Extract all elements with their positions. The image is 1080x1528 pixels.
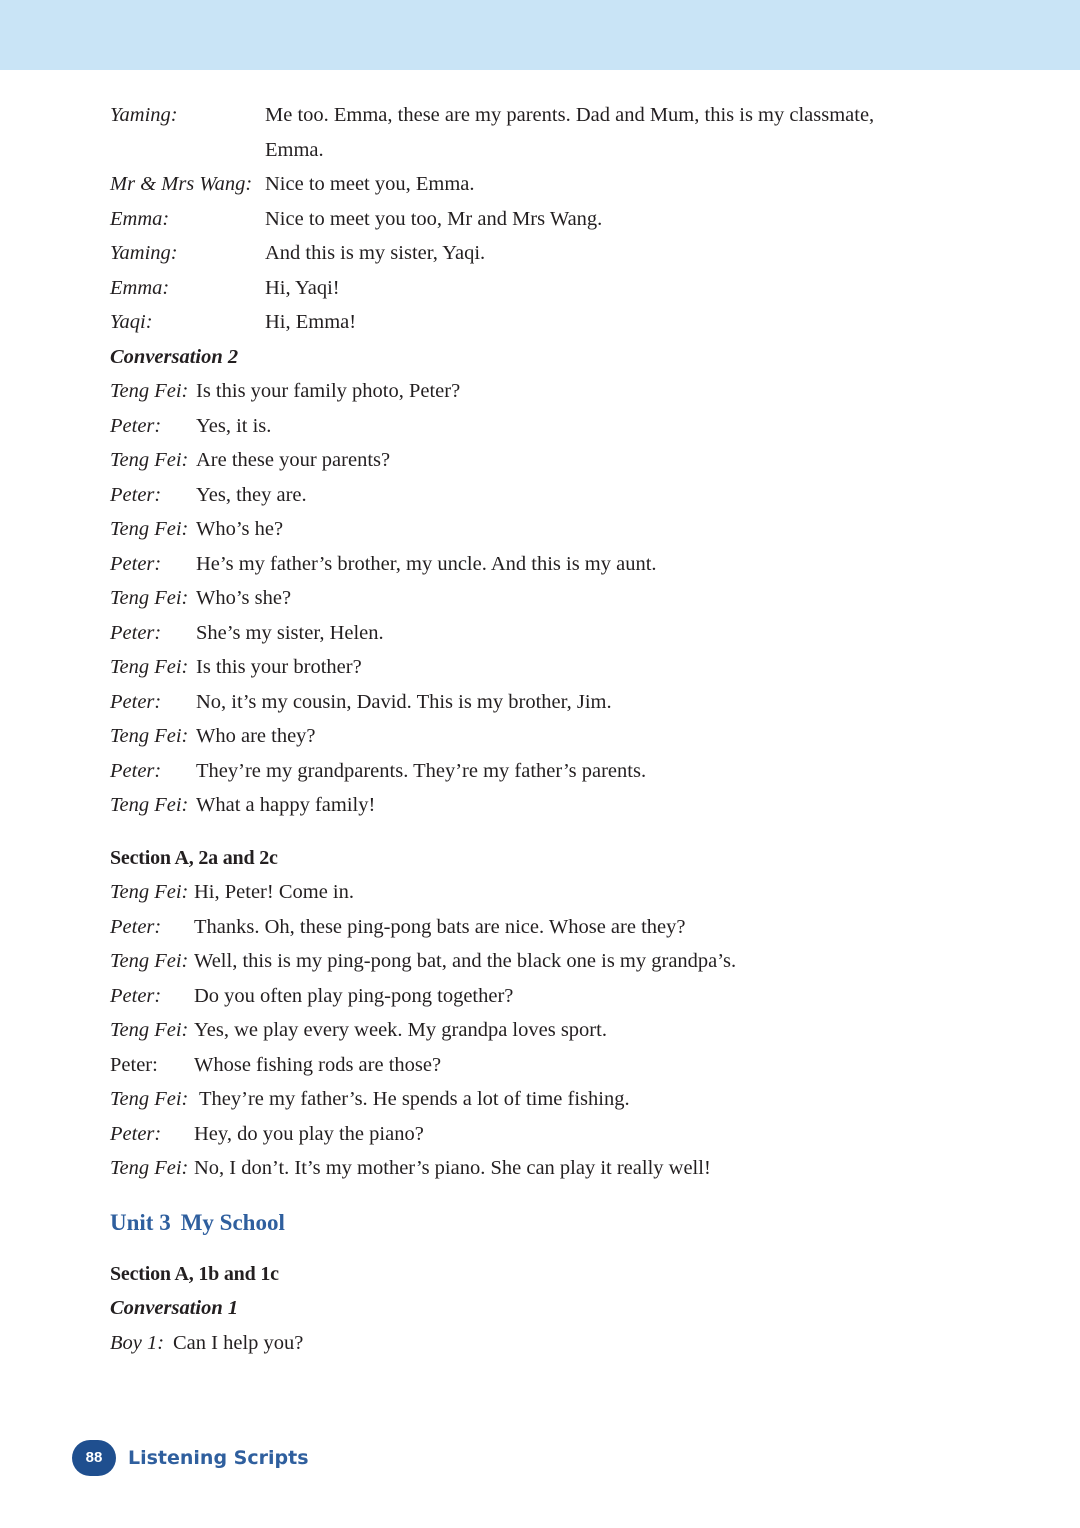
dialogue-line (110, 685, 1010, 720)
speaker-label: Emma: (110, 276, 170, 299)
speaker-label: Peter: (110, 759, 162, 782)
speaker-label: Boy 1: (110, 1331, 165, 1354)
speaker-label: Teng Fei: (110, 725, 189, 747)
section-heading: Section A, 1b and 1c (110, 1262, 279, 1285)
speaker-label: Teng Fei: (110, 656, 189, 678)
dialogue-line (110, 374, 1010, 409)
speaker-label: Peter: (110, 414, 162, 437)
speaker-label: Peter: (110, 984, 162, 1007)
dialogue-line (110, 443, 1010, 478)
dialogue-line (110, 616, 1010, 651)
dialogue-line (110, 409, 1010, 444)
speaker-label: Peter: (110, 621, 162, 644)
header-band (0, 0, 1080, 70)
page-footer (72, 1438, 472, 1478)
dialogue-text: Emma. (265, 138, 324, 161)
unit-title (110, 1206, 1010, 1240)
speaker-label: Yaming: (110, 104, 178, 126)
dialogue-line (110, 875, 1010, 910)
footer-label: Listening Scripts (128, 1447, 309, 1469)
dialogue-text: Hey, do you play the piano? (194, 1122, 424, 1145)
dialogue-text: Who are they? (196, 725, 316, 747)
page-content (110, 98, 1010, 1360)
dialogue-text: Yes, we play every week. My grandpa loves sport. (194, 1019, 607, 1041)
dialogue-text: And this is my sister, Yaqi. (265, 242, 486, 264)
dialogue-line (110, 547, 1010, 582)
dialogue-text: What a happy family! (196, 794, 376, 816)
dialogue-line (110, 167, 1010, 202)
dialogue-line (110, 512, 1010, 547)
dialogue-line (110, 719, 1010, 754)
speaker-label: Peter: (110, 1122, 162, 1145)
dialogue-text: No, I don’t. It’s my mother’s piano. She can play it really well! (194, 1157, 711, 1179)
unit-number: Unit 3 (110, 1209, 171, 1235)
dialogue-text: Hi, Peter! Come in. (194, 881, 354, 903)
unit-name: My School (180, 1209, 285, 1235)
conversation-heading: Conversation 1 (110, 1297, 239, 1319)
dialogue-line (110, 650, 1010, 685)
dialogue-text: Who’s he? (196, 518, 284, 540)
speaker-label: Teng Fei: (110, 794, 189, 816)
dialogue-text: Yes, it is. (196, 414, 272, 437)
section-heading: Section A, 2a and 2c (110, 846, 278, 869)
dialogue-text: Hi, Yaqi! (265, 276, 340, 299)
dialogue-text: Who’s she? (196, 587, 292, 609)
speaker-label: Teng Fei: (110, 449, 189, 471)
speaker-label: Peter: (110, 483, 162, 506)
speaker-label: Mr & Mrs Wang: (110, 173, 253, 195)
dialogue-line (110, 1048, 1010, 1083)
dialogue-text: Me too. Emma, these are my parents. Dad and Mum, this is my classmate, (265, 104, 875, 126)
dialogue-text: Can I help you? (173, 1331, 304, 1354)
dialogue-text: He’s my father’s brother, my uncle. And this is my aunt. (196, 552, 657, 575)
dialogue-line (110, 1013, 1010, 1048)
dialogue-text: Do you often play ping-pong together? (194, 984, 514, 1007)
speaker-label: Teng Fei: (110, 1019, 189, 1041)
dialogue-text: Are these your parents? (196, 449, 391, 471)
speaker-label: Yaqi: (110, 311, 153, 333)
page-number-badge: 88 (72, 1440, 116, 1476)
dialogue-line (110, 979, 1010, 1014)
dialogue-text: Nice to meet you, Emma. (265, 173, 475, 195)
speaker-label: Emma: (110, 207, 170, 230)
dialogue-line (110, 581, 1010, 616)
speaker-label: Teng Fei: (110, 881, 189, 903)
speaker-label: Teng Fei: (110, 950, 189, 972)
dialogue-text: No, it’s my cousin, David. This is my brother, Jim. (196, 690, 612, 713)
dialogue-line (110, 1082, 1010, 1117)
speaker-label: Teng Fei: (110, 587, 189, 609)
dialogue-line (110, 478, 1010, 513)
dialogue-line (110, 910, 1010, 945)
dialogue-line (110, 305, 1010, 340)
speaker-label: Teng Fei: (110, 1157, 189, 1179)
dialogue-text: They’re my grandparents. They’re my father’s parents. (196, 759, 647, 782)
dialogue-text: Well, this is my ping-pong bat, and the black one is my grandpa’s. (194, 950, 737, 972)
dialogue-text: She’s my sister, Helen. (196, 621, 384, 644)
dialogue-line (110, 1117, 1010, 1152)
speaker-label: Peter: (110, 690, 162, 713)
dialogue-line (110, 202, 1010, 237)
speaker-label: Teng Fei: (110, 380, 189, 402)
dialogue-text: Is this your brother? (196, 656, 362, 678)
dialogue-line (110, 944, 1010, 979)
dialogue-text: Is this your family photo, Peter? (196, 380, 461, 402)
speaker-label: Teng Fei: (110, 518, 189, 540)
speaker-label: Yaming: (110, 242, 178, 264)
dialogue-line (110, 788, 1010, 823)
dialogue-line (110, 1326, 1010, 1361)
dialogue-line (110, 133, 1010, 168)
dialogue-line (110, 271, 1010, 306)
speaker-label: Peter: (110, 552, 162, 575)
dialogue-line (110, 1151, 1010, 1186)
dialogue-line (110, 754, 1010, 789)
speaker-label: Peter: (110, 1053, 158, 1076)
dialogue-text: Whose fishing rods are those? (194, 1053, 442, 1076)
dialogue-text: Thanks. Oh, these ping-pong bats are nice. Whose are they? (194, 915, 686, 938)
dialogue-text: Hi, Emma! (265, 311, 357, 333)
dialogue-line (110, 236, 1010, 271)
dialogue-line (110, 98, 1010, 133)
dialogue-text: Yes, they are. (196, 483, 307, 506)
dialogue-text: They’re my father’s. He spends a lot of time fishing. (199, 1088, 630, 1110)
speaker-label: Teng Fei: (110, 1088, 189, 1110)
conversation-heading: Conversation 2 (110, 345, 239, 368)
speaker-label: Peter: (110, 915, 162, 938)
dialogue-text: Nice to meet you too, Mr and Mrs Wang. (265, 207, 603, 230)
